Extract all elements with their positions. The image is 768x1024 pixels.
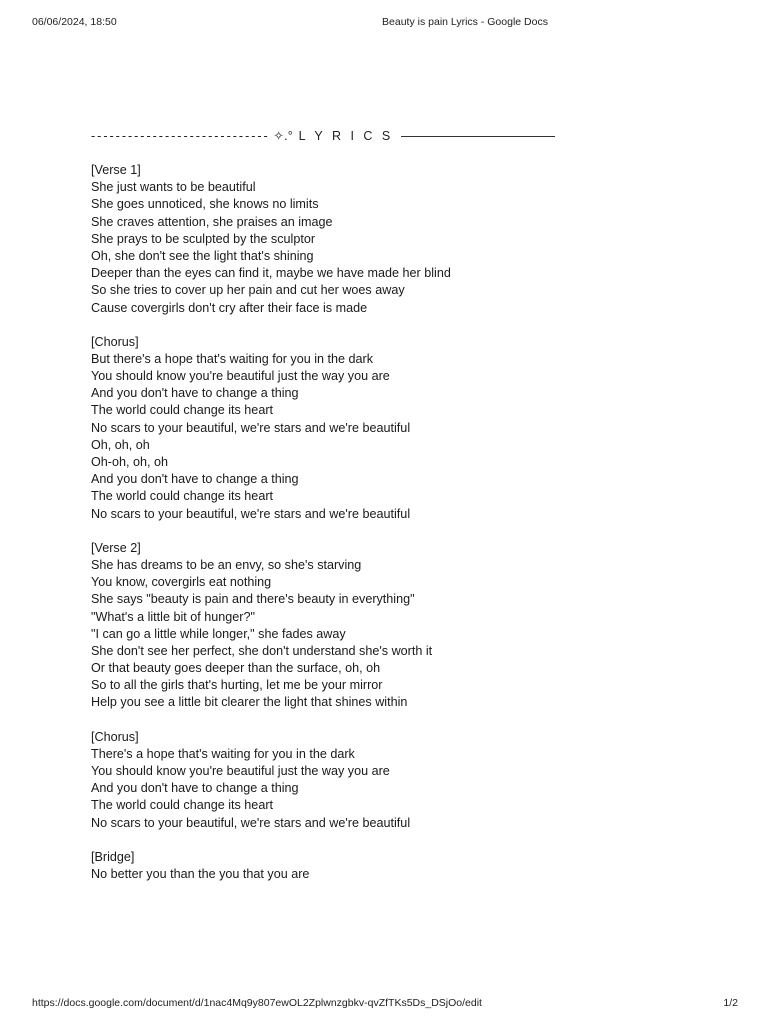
lyric-line: So to all the girls that's hurting, let me be your mirror	[91, 678, 383, 693]
lyric-line: She craves attention, she praises an image	[91, 214, 333, 229]
lyrics-section	[91, 729, 731, 832]
lyric-line: Or that beauty goes deeper than the surface, oh, oh	[91, 661, 381, 676]
lyric-line: She says "beauty is pain and there's beauty in everything"	[91, 592, 415, 607]
document-body	[91, 126, 731, 900]
print-footer	[32, 997, 738, 1011]
heading-rule	[401, 136, 555, 137]
lyric-line: Oh, oh, oh	[91, 437, 150, 452]
lyric-line: The world could change its heart	[91, 798, 274, 813]
lyric-line: No scars to your beautiful, we're stars and we're beautiful	[91, 815, 411, 830]
lyric-line: And you don't have to change a thing	[91, 386, 299, 401]
lyric-line: There's a hope that's waiting for you in the dark	[91, 746, 355, 761]
section-label: [Chorus]	[91, 334, 139, 349]
section-label: [Bridge]	[91, 849, 135, 864]
lyric-line: She goes unnoticed, she knows no limits	[91, 197, 319, 212]
lyric-line: And you don't have to change a thing	[91, 781, 299, 796]
lyric-line: And you don't have to change a thing	[91, 472, 299, 487]
lyric-line: You should know you're beautiful just the way you are	[91, 764, 390, 778]
document-title: Beauty is pain Lyrics - Google Docs	[382, 16, 548, 28]
lyrics-section	[91, 162, 731, 317]
lyric-line: Help you see a little bit clearer the light that shines within	[91, 695, 408, 710]
lyric-line: No scars to your beautiful, we're stars and we're beautiful	[91, 506, 411, 521]
lyric-line: You should know you're beautiful just the way you are	[91, 369, 390, 384]
lyrics-heading	[91, 126, 731, 146]
section-label: [Chorus]	[91, 729, 139, 744]
lyrics-section	[91, 334, 731, 523]
lyric-line: You know, covergirls eat nothing	[91, 575, 272, 590]
lyric-line: No better you than the you that you are	[91, 866, 310, 881]
lyric-line: Oh, she don't see the light that's shining	[91, 248, 314, 263]
lyric-line: The world could change its heart	[91, 489, 274, 504]
lyrics-section	[91, 849, 731, 883]
heading-dashes: -----------------------------	[91, 129, 270, 143]
document-url: https://docs.google.com/document/d/1nac4Mq9y807ewOL2Zplwnzgbkv-qvZfTKs5Ds_DSjOo/edit	[32, 997, 482, 1009]
lyric-line: Oh-oh, oh, oh	[91, 455, 169, 469]
lyric-line: She don't see her perfect, she don't understand she's worth it	[91, 643, 433, 658]
lyric-line: She prays to be sculpted by the sculptor	[91, 231, 316, 246]
lyrics-sections	[91, 162, 731, 883]
print-header	[32, 16, 738, 30]
lyric-line: No scars to your beautiful, we're stars and we're beautiful	[91, 420, 411, 435]
section-label: [Verse 2]	[91, 540, 141, 555]
section-label: [Verse 1]	[91, 163, 141, 177]
lyric-line: The world could change its heart	[91, 403, 274, 418]
lyric-line: So she tries to cover up her pain and cut her woes away	[91, 283, 405, 298]
lyrics-section	[91, 540, 731, 712]
heading-label: L Y R I C S	[298, 129, 394, 143]
lyric-line: She has dreams to be an envy, so she's starving	[91, 557, 362, 572]
lyric-line: Cause covergirls don't cry after their face is made	[91, 300, 368, 315]
lyric-line: But there's a hope that's waiting for you in the dark	[91, 351, 374, 366]
lyric-line: She just wants to be beautiful	[91, 180, 256, 195]
print-datetime: 06/06/2024, 18:50	[32, 16, 117, 28]
lyric-line: Deeper than the eyes can find it, maybe we have made her blind	[91, 266, 451, 281]
sparkle-icon: ✧.°	[273, 129, 293, 143]
lyric-line: "I can go a little while longer," she fades away	[91, 626, 346, 641]
page-number: 1/2	[723, 997, 738, 1009]
lyric-line: "What's a little bit of hunger?"	[91, 609, 255, 624]
